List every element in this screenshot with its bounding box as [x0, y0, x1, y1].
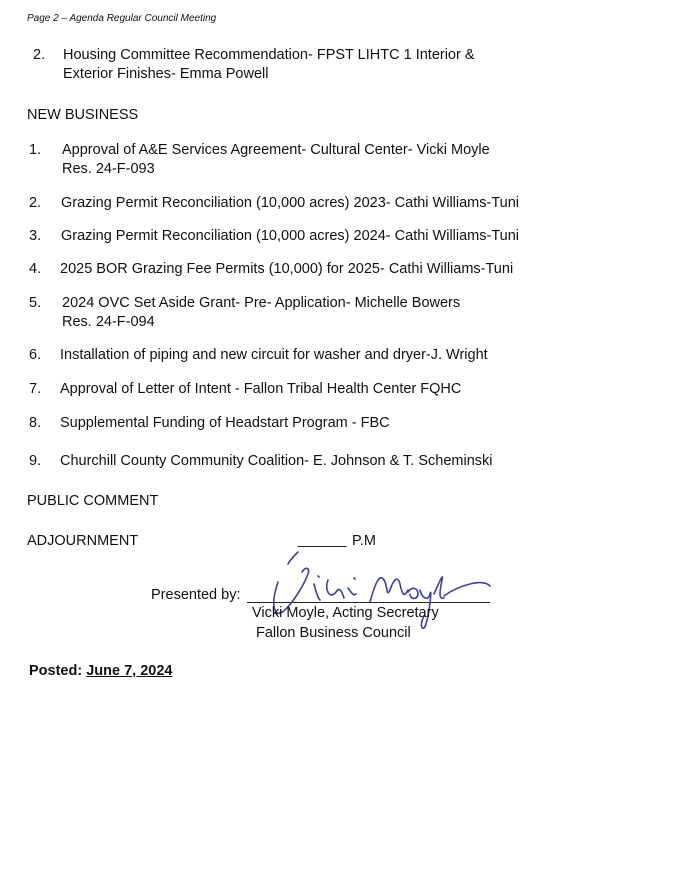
item-line: Grazing Permit Reconciliation (10,000 acres) 2024- Cathi Williams-Tuni [61, 228, 519, 244]
old-item-line-2: Exterior Finishes- Emma Powell [63, 66, 269, 82]
item-number: 3. [29, 228, 42, 244]
adjournment-blank: ______ [298, 532, 347, 548]
item-line: Approval of A&E Services Agreement- Cultural Center- Vicki Moyle [62, 142, 490, 158]
posted-line [29, 663, 172, 679]
new-business-heading: NEW BUSINESS [27, 107, 139, 123]
adjournment-heading: ADJOURNMENT [27, 533, 139, 549]
item-line: 2024 OVC Set Aside Grant- Pre- Application- Michelle Bowers [62, 295, 461, 311]
item-line: Approval of Letter of Intent - Fallon Tribal Health Center FQHC [60, 381, 462, 397]
item-line: Res. 24-F-094 [62, 314, 155, 330]
item-number: 8. [29, 415, 42, 431]
item-number: 1. [29, 142, 42, 158]
signer-name-title: Vicki Moyle, Acting Secretary [252, 605, 439, 621]
item-number: 9. [29, 453, 42, 469]
item-line: Supplemental Funding of Headstart Program - FBC [60, 415, 390, 431]
item-number: 5. [29, 295, 42, 311]
item-number: 6. [29, 347, 42, 363]
old-item-number: 2. [33, 47, 46, 63]
item-line: Installation of piping and new circuit for washer and dryer-J. Wright [60, 347, 488, 363]
presented-by-label: Presented by: [151, 587, 241, 603]
item-line: Churchill County Community Coalition- E. Johnson & T. Scheminski [60, 453, 493, 469]
item-number: 4. [29, 261, 42, 277]
adjournment-pm: P.M [352, 533, 376, 549]
item-line: Res. 24-F-093 [62, 161, 155, 177]
posted-date: June 7, 2024 [86, 663, 173, 679]
item-number: 7. [29, 381, 42, 397]
item-number: 2. [29, 195, 42, 211]
posted-label: Posted: [29, 663, 83, 679]
old-item-line-1: Housing Committee Recommendation- FPST LIHTC 1 Interior & [63, 47, 475, 63]
public-comment-heading: PUBLIC COMMENT [27, 493, 159, 509]
item-line: 2025 BOR Grazing Fee Permits (10,000) for 2025- Cathi Williams-Tuni [60, 261, 514, 277]
page-header: Page 2 – Agenda Regular Council Meeting [27, 13, 217, 24]
item-line: Grazing Permit Reconciliation (10,000 acres) 2023- Cathi Williams-Tuni [61, 195, 519, 211]
signer-organization: Fallon Business Council [256, 625, 411, 641]
